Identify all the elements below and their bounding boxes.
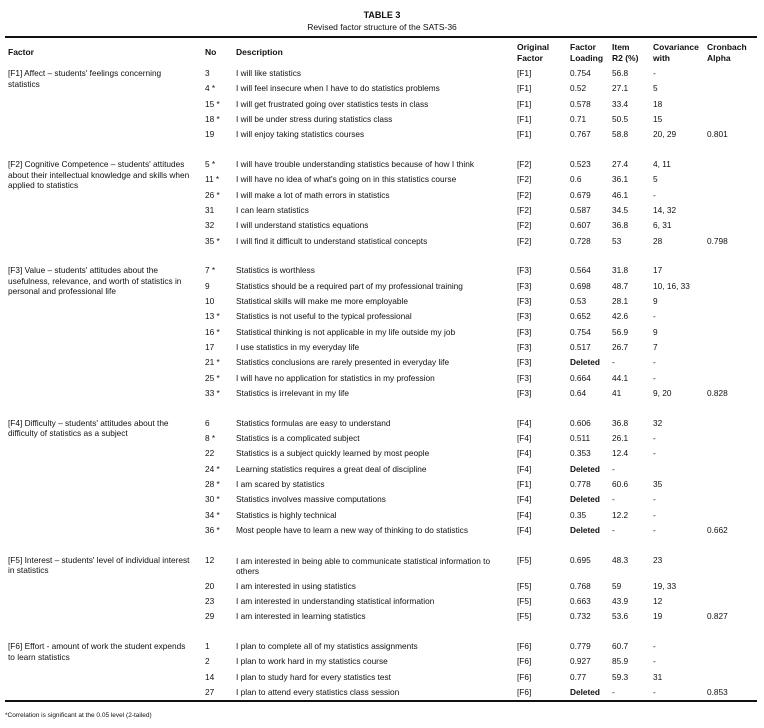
cell-desc: I am interested in being able to communicate statistical information to others: [236, 555, 491, 576]
cell-desc: I plan to complete all of my statistics assignments: [236, 641, 418, 652]
cell-cov: -: [653, 524, 656, 535]
cell-r2: 58.8: [612, 129, 629, 140]
cell-load: 0.564: [570, 265, 591, 276]
cell-no: 28 *: [205, 478, 220, 489]
cell-no: 34 *: [205, 509, 220, 520]
cell-orig: [F1]: [517, 113, 532, 124]
cell-cov: 5: [653, 174, 658, 185]
cell-load: 0.754: [570, 68, 591, 78]
cell-orig: [F4]: [517, 494, 532, 505]
cell-r2: 27.4: [612, 159, 629, 170]
cell-orig: [F3]: [517, 280, 532, 291]
cell-desc: I plan to study hard for every statistics test: [236, 671, 391, 682]
cell-load: 0.71: [570, 113, 587, 124]
cell-r2: 26.1: [612, 433, 629, 444]
cell-no: 3: [205, 68, 210, 78]
cell-cov: 15: [653, 113, 663, 124]
cell-cov: 4, 11: [653, 159, 671, 170]
factor-label: [F4] Difficulty – students' attitudes about the difficulty of statistics as a subject: [8, 417, 169, 439]
cell-r2: 33.4: [612, 98, 629, 109]
cell-cov: 31: [653, 671, 663, 682]
table-row: [5, 386, 757, 401]
table-row: [5, 371, 757, 386]
cell-no: 15 *: [205, 98, 220, 109]
cell-desc: Statistics is a subject quickly learned by most people: [236, 448, 430, 459]
table-row: [5, 462, 757, 477]
table-row: [5, 609, 757, 624]
cell-cov: 5: [653, 83, 658, 94]
cell-desc: Statistics should be a required part of my professional training: [236, 280, 463, 291]
cell-desc: Statistics is irrelevant in my life: [236, 387, 349, 398]
cell-no: 19: [205, 129, 215, 140]
table-body: [5, 66, 757, 700]
header-line: with: [653, 52, 670, 63]
cell-r2: 42.6: [612, 311, 629, 322]
factor-label: [F3] Value – students' attitudes about the usefulness, relevance, and worth of statistics in personal and professional life: [8, 265, 182, 297]
cell-r2: 56.9: [612, 326, 629, 337]
cell-no: 31: [205, 204, 215, 215]
cell-orig: [F2]: [517, 220, 532, 231]
cell-no: 18 *: [205, 113, 220, 124]
factor-label: [F1] Affect – students' feelings concerning statistics: [8, 68, 162, 89]
cell-r2: -: [612, 687, 615, 698]
cell-desc: Learning statistics requires a great deal of discipline: [236, 463, 427, 474]
cell-orig: [F3]: [517, 341, 532, 352]
cell-orig: [F5]: [517, 554, 532, 565]
cell-load: 0.779: [570, 641, 591, 652]
cell-cov: -: [653, 641, 656, 652]
cell-orig: [F6]: [517, 687, 532, 698]
table-row: [5, 446, 757, 461]
cell-load: 0.767: [570, 129, 591, 140]
cell-orig: [F3]: [517, 357, 532, 368]
cell-orig: [F3]: [517, 311, 532, 322]
cell-no: 13 *: [205, 311, 220, 322]
cell-no: 7 *: [205, 265, 216, 276]
cell-r2: 26.7: [612, 341, 629, 352]
group-spacer: [5, 401, 757, 416]
cell-r2: 56.8: [612, 68, 629, 78]
cell-no: 14: [205, 671, 215, 682]
cell-load: 0.517: [570, 341, 591, 352]
cell-load: 0.353: [570, 448, 591, 459]
cell-orig: [F2]: [517, 159, 532, 170]
cell-no: 29: [205, 611, 215, 622]
cell-r2: -: [612, 463, 615, 474]
cell-cov: -: [653, 687, 656, 698]
table-row: [5, 188, 757, 203]
cell-orig: [F4]: [517, 509, 532, 520]
cell-orig: [F3]: [517, 296, 532, 307]
cell-load: Deleted: [570, 687, 600, 698]
table-row: [5, 477, 757, 492]
table-row: [5, 234, 757, 249]
cell-load: 0.754: [570, 326, 591, 337]
cell-load: 0.768: [570, 580, 591, 591]
group-spacer: [5, 538, 757, 553]
cell-orig: [F1]: [517, 478, 532, 489]
cell-r2: 36.1: [612, 174, 629, 185]
cell-load: 0.6: [570, 174, 582, 185]
cell-no: 30 *: [205, 494, 220, 505]
table-row: [5, 431, 757, 446]
cell-orig: [F6]: [517, 671, 532, 682]
cell-desc: I will have no idea of what's going on in this statistics course: [236, 174, 457, 185]
cell-r2: -: [612, 524, 615, 535]
cell-desc: I am interested in learning statistics: [236, 611, 366, 622]
cell-no: 17: [205, 341, 215, 352]
cell-no: 20: [205, 580, 215, 591]
table-row: [5, 508, 757, 523]
cronbach-alpha: 0.828: [707, 387, 728, 398]
cell-orig: [F1]: [517, 83, 532, 94]
cell-r2: 44.1: [612, 372, 629, 383]
group-spacer: [5, 625, 757, 640]
cell-no: 21 *: [205, 357, 220, 368]
cell-load: 0.728: [570, 235, 591, 246]
cell-orig: [F3]: [517, 326, 532, 337]
cell-cov: 7: [653, 341, 658, 352]
cronbach-alpha: 0.798: [707, 235, 728, 246]
table-row: [5, 523, 757, 538]
cell-load: 0.652: [570, 311, 591, 322]
cell-cov: 14, 32: [653, 204, 677, 215]
cell-r2: 34.5: [612, 204, 629, 215]
cell-desc: Most people have to learn a new way of thinking to do statistics: [236, 524, 468, 535]
cell-cov: 18: [653, 98, 663, 109]
header-factor: Factor: [8, 47, 34, 57]
cell-desc: Statistical thinking is not applicable in my life outside my job: [236, 326, 456, 337]
factor-table: [5, 36, 757, 702]
cell-load: 0.52: [570, 83, 587, 94]
table-row: [5, 355, 757, 370]
cell-load: 0.679: [570, 189, 591, 200]
factor-label: [F5] Interest – students' level of individual interest in statistics: [8, 554, 190, 576]
cell-load: 0.927: [570, 656, 591, 667]
header-covariance: [653, 42, 699, 63]
cell-desc: I will make a lot of math errors in statistics: [236, 189, 390, 200]
cell-orig: [F2]: [517, 189, 532, 200]
cell-orig: [F5]: [517, 611, 532, 622]
cell-load: 0.695: [570, 554, 591, 565]
table-header: [5, 38, 757, 66]
cell-orig: [F3]: [517, 387, 532, 398]
header-cronbach-alpha: [707, 42, 747, 63]
cell-cov: 35: [653, 478, 663, 489]
cell-load: Deleted: [570, 463, 600, 474]
cell-orig: [F2]: [517, 204, 532, 215]
cell-desc: I will get frustrated going over statistics tests in class: [236, 98, 429, 109]
factor-label: [F6] Effort - amount of work the student expends to learn statistics: [8, 641, 186, 662]
cell-orig: [F2]: [517, 174, 532, 185]
cell-cov: 20, 29: [653, 129, 677, 140]
cell-no: 32: [205, 220, 215, 231]
cell-load: 0.607: [570, 220, 591, 231]
cronbach-alpha: 0.662: [707, 524, 728, 535]
cell-cov: 6, 31: [653, 220, 672, 231]
cell-cov: -: [653, 509, 656, 520]
cell-no: 36 *: [205, 524, 220, 535]
cell-no: 11 *: [205, 174, 220, 185]
cell-r2: 36.8: [612, 220, 629, 231]
cell-load: 0.578: [570, 98, 591, 109]
cell-no: 23: [205, 595, 215, 606]
cell-cov: 19, 33: [653, 580, 677, 591]
cell-load: 0.511: [570, 433, 591, 444]
cell-r2: 53.6: [612, 611, 629, 622]
table-row: [5, 654, 757, 669]
cell-cov: 19: [653, 611, 663, 622]
cell-r2: 12.4: [612, 448, 629, 459]
cell-desc: Statistics conclusions are rarely presented in everyday life: [236, 357, 450, 368]
cell-r2: 46.1: [612, 189, 629, 200]
table-row: [5, 685, 757, 700]
cell-load: Deleted: [570, 494, 600, 505]
cell-no: 25 *: [205, 372, 220, 383]
cell-load: 0.664: [570, 372, 591, 383]
cell-desc: I plan to work hard in my statistics course: [236, 656, 388, 667]
cell-load: 0.64: [570, 387, 587, 398]
cell-cov: -: [653, 433, 656, 444]
cell-r2: 27.1: [612, 83, 629, 94]
cell-desc: I will have no application for statistics in my profession: [236, 372, 435, 383]
cell-no: 24 *: [205, 463, 220, 474]
cell-desc: I am interested in using statistics: [236, 580, 356, 591]
cell-load: 0.698: [570, 280, 591, 291]
cell-desc: Statistics is worthless: [236, 265, 315, 276]
cell-no: 9: [205, 280, 210, 291]
cell-r2: -: [612, 357, 615, 368]
header-item-r2: [612, 42, 638, 63]
cell-cov: -: [653, 189, 656, 200]
cell-r2: 48.7: [612, 280, 629, 291]
cell-no: 16 *: [205, 326, 220, 337]
cell-no: 26 *: [205, 189, 220, 200]
header-factor-loading: [570, 42, 603, 63]
cell-no: 12: [205, 554, 215, 565]
cell-orig: [F4]: [517, 463, 532, 474]
cell-no: 5 *: [205, 159, 216, 170]
cell-orig: [F4]: [517, 417, 532, 428]
cell-r2: 36.8: [612, 417, 629, 428]
group-spacer: [5, 249, 757, 264]
cell-r2: 31.8: [612, 265, 629, 276]
cell-desc: I use statistics in my everyday life: [236, 341, 360, 352]
group-spacer: [5, 142, 757, 157]
cell-no: 4 *: [205, 83, 216, 94]
table-row: [5, 340, 757, 355]
cell-load: 0.53: [570, 296, 587, 307]
header-line: Item: [612, 42, 630, 52]
table-row: [5, 81, 757, 96]
header-line: Factor: [517, 52, 543, 63]
cell-desc: I will understand statistics equations: [236, 220, 369, 231]
cell-r2: 59: [612, 580, 622, 591]
cell-load: 0.77: [570, 671, 587, 682]
cell-orig: [F2]: [517, 235, 532, 246]
cell-load: 0.732: [570, 611, 591, 622]
cell-cov: 9: [653, 326, 658, 337]
cell-load: 0.587: [570, 204, 591, 215]
cell-no: 27: [205, 687, 215, 698]
factor-label: [F2] Cognitive Competence – students' attitudes about their intellectual knowledge and skills when applied to statistics: [8, 159, 190, 191]
cell-no: 22: [205, 448, 215, 459]
cell-r2: 53: [612, 235, 622, 246]
cell-load: 0.606: [570, 417, 591, 428]
cronbach-alpha: 0.853: [707, 687, 728, 698]
cell-orig: [F1]: [517, 98, 532, 109]
cell-no: 10: [205, 296, 215, 307]
cell-desc: Statistics is a complicated subject: [236, 433, 360, 444]
cell-orig: [F4]: [517, 448, 532, 459]
table-subtitle: Revised factor structure of the SATS-36: [307, 22, 457, 32]
cell-load: Deleted: [570, 524, 600, 535]
table-row: [5, 172, 757, 187]
cell-cov: 32: [653, 417, 663, 428]
cell-desc: I will have trouble understanding statistics because of how I think: [236, 159, 474, 170]
table-row: [5, 203, 757, 218]
cell-cov: 23: [653, 554, 663, 565]
cell-desc: I will enjoy taking statistics courses: [236, 129, 365, 140]
cell-orig: [F5]: [517, 595, 532, 606]
cell-r2: 28.1: [612, 296, 629, 307]
cell-no: 1: [205, 641, 210, 652]
cell-no: 6: [205, 417, 210, 428]
header-original-factor: [517, 42, 549, 63]
cell-cov: -: [653, 494, 656, 505]
table-title: TABLE 3: [363, 10, 401, 20]
cell-r2: 60.7: [612, 641, 629, 652]
cell-orig: [F6]: [517, 641, 532, 652]
cronbach-alpha: 0.801: [707, 129, 728, 140]
cell-desc: I will be under stress during statistics class: [236, 113, 393, 124]
cell-cov: 9, 20: [653, 387, 672, 398]
cell-cov: 17: [653, 265, 663, 276]
cell-load: 0.35: [570, 509, 587, 520]
cell-orig: [F6]: [517, 656, 532, 667]
cell-cov: -: [653, 357, 656, 368]
cell-load: 0.663: [570, 595, 591, 606]
table-row: [5, 112, 757, 127]
cell-r2: 43.9: [612, 595, 629, 606]
table-row: [5, 97, 757, 112]
cell-load: 0.523: [570, 159, 591, 170]
table-row: [5, 579, 757, 594]
cell-desc: I can learn statistics: [236, 204, 309, 215]
cell-cov: -: [653, 656, 656, 667]
table-row: [5, 279, 757, 294]
cell-desc: I will feel insecure when I have to do statistics problems: [236, 83, 440, 94]
cell-cov: 10, 16, 33: [653, 280, 690, 291]
cell-orig: [F1]: [517, 68, 532, 78]
cell-desc: Statistics formulas are easy to understand: [236, 417, 391, 428]
table-row: [5, 492, 757, 507]
header-line: Loading: [570, 52, 604, 63]
cell-r2: 12.2: [612, 509, 629, 520]
cell-desc: Statistics involves massive computations: [236, 494, 386, 505]
table-row: [5, 553, 757, 579]
table-row: [5, 294, 757, 309]
cell-cov: -: [653, 372, 656, 383]
cell-r2: 85.9: [612, 656, 629, 667]
cell-orig: [F1]: [517, 129, 532, 140]
cell-load: Deleted: [570, 357, 600, 368]
cell-desc: I am scared by statistics: [236, 478, 325, 489]
header-line: Cronbach: [707, 42, 747, 52]
cell-orig: [F4]: [517, 433, 532, 444]
header-line: Original: [517, 42, 550, 52]
cell-load: 0.778: [570, 478, 591, 489]
cell-cov: 28: [653, 235, 663, 246]
table-row: [5, 309, 757, 324]
cell-r2: 59.3: [612, 671, 629, 682]
cell-desc: Statistics is not useful to the typical professional: [236, 311, 412, 322]
cell-cov: -: [653, 68, 656, 78]
cell-desc: Statistics is highly technical: [236, 509, 337, 520]
cell-cov: 12: [653, 595, 663, 606]
cell-orig: [F3]: [517, 265, 532, 276]
cell-orig: [F4]: [517, 524, 532, 535]
cell-desc: I plan to attend every statistics class session: [236, 687, 400, 698]
cell-r2: 50.5: [612, 113, 629, 124]
cell-r2: 41: [612, 387, 622, 398]
table-row: [5, 127, 757, 142]
table-row: [5, 594, 757, 609]
cell-desc: I am interested in understanding statistical information: [236, 595, 435, 606]
header-line: Covariance: [653, 42, 699, 52]
cell-r2: -: [612, 494, 615, 505]
table-row: [5, 218, 757, 233]
cell-orig: [F3]: [517, 372, 532, 383]
cell-r2: 48.3: [612, 554, 629, 565]
table-row: [5, 325, 757, 340]
cell-cov: -: [653, 311, 656, 322]
cell-orig: [F5]: [517, 580, 532, 591]
cronbach-alpha: 0.827: [707, 611, 728, 622]
header-line: Factor: [570, 42, 596, 52]
footnote: *Correlation is significant at the 0.05 level (2-tailed): [5, 712, 152, 719]
header-no: No: [205, 47, 217, 57]
cell-desc: I will like statistics: [236, 68, 302, 78]
table-row: [5, 670, 757, 685]
cell-no: 8 *: [205, 433, 216, 444]
cell-desc: I will find it difficult to understand statistical concepts: [236, 235, 428, 246]
cell-r2: 60.6: [612, 478, 629, 489]
header-description: Description: [236, 47, 283, 57]
header-line: R2 (%): [612, 52, 639, 63]
cell-no: 33 *: [205, 387, 220, 398]
cell-cov: 9: [653, 296, 658, 307]
cell-desc: Statistical skills will make me more employable: [236, 296, 408, 307]
cell-cov: -: [653, 448, 656, 459]
cell-no: 35 *: [205, 235, 220, 246]
cell-no: 2: [205, 656, 210, 667]
header-line: Alpha: [707, 52, 731, 63]
